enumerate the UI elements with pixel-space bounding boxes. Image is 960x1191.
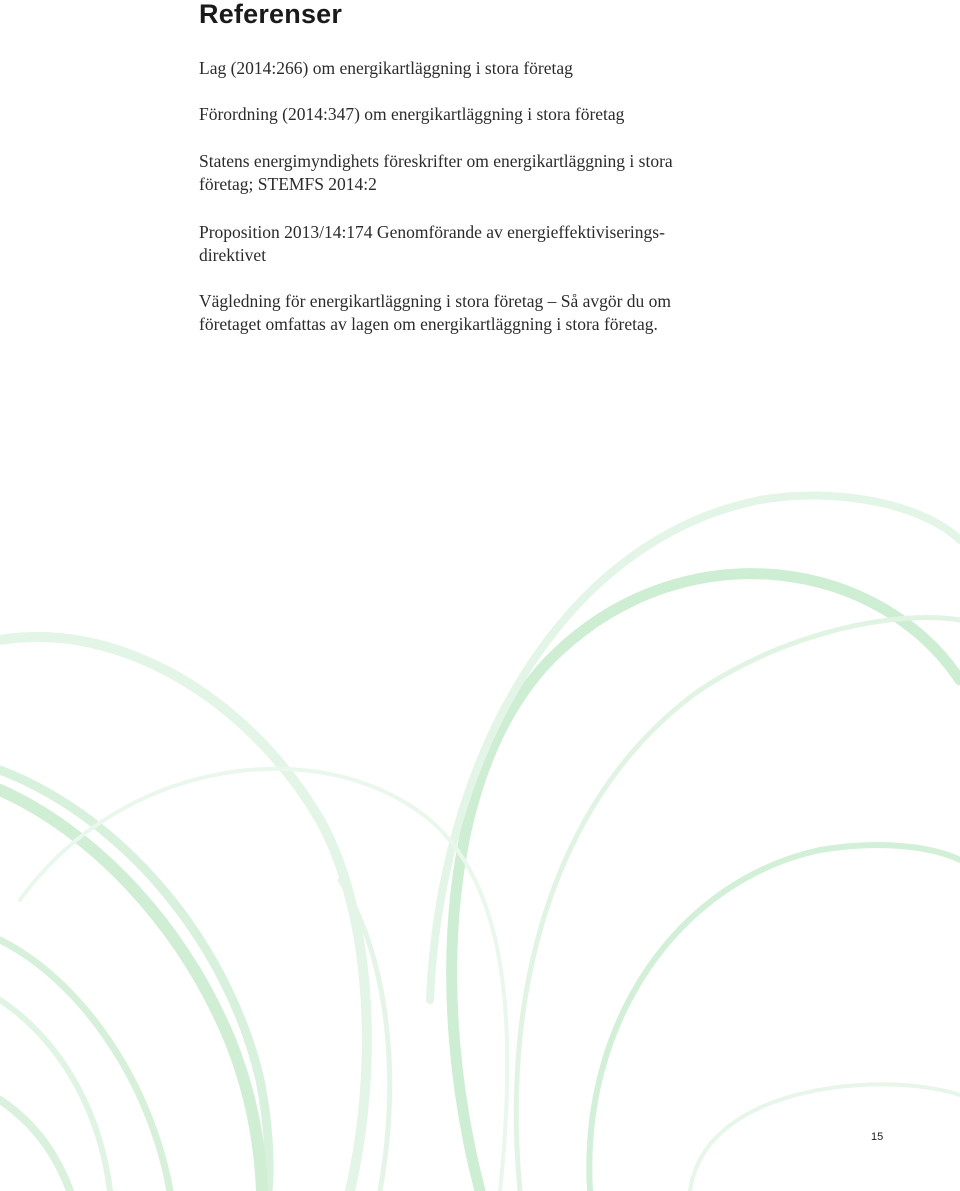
decor-ring-arc [0,1100,70,1191]
decor-ring-arc [430,496,960,1000]
page-number: 15 [871,1131,884,1143]
decor-ring-arc [690,1084,960,1191]
reference-item: Lag (2014:266) om energikartläggning i stora företag [199,58,573,78]
reference-item: Förordning (2014:347) om energikartläggning i stora företag [199,104,625,124]
decor-ring-arc [0,940,170,1191]
reference-item: Statens energimyndighets föreskrifter om energikartläggning i stora företag; STEMFS 2014:2 [199,151,673,194]
reference-item: Vägledning för energikartläggning i stora företag – Så avgör du om företaget omfattas av lagen om energikartläggning i stora företag. [199,291,672,334]
decor-ring-arc [0,770,269,1191]
reference-item: Proposition 2013/14:174 Genomförande av energieffektiviserings- direktivet [199,222,665,265]
references-section [199,0,919,334]
page-title: Referenser [199,0,343,29]
decor-ring-arc [589,845,960,1191]
decor-ring-arc [516,618,960,1191]
